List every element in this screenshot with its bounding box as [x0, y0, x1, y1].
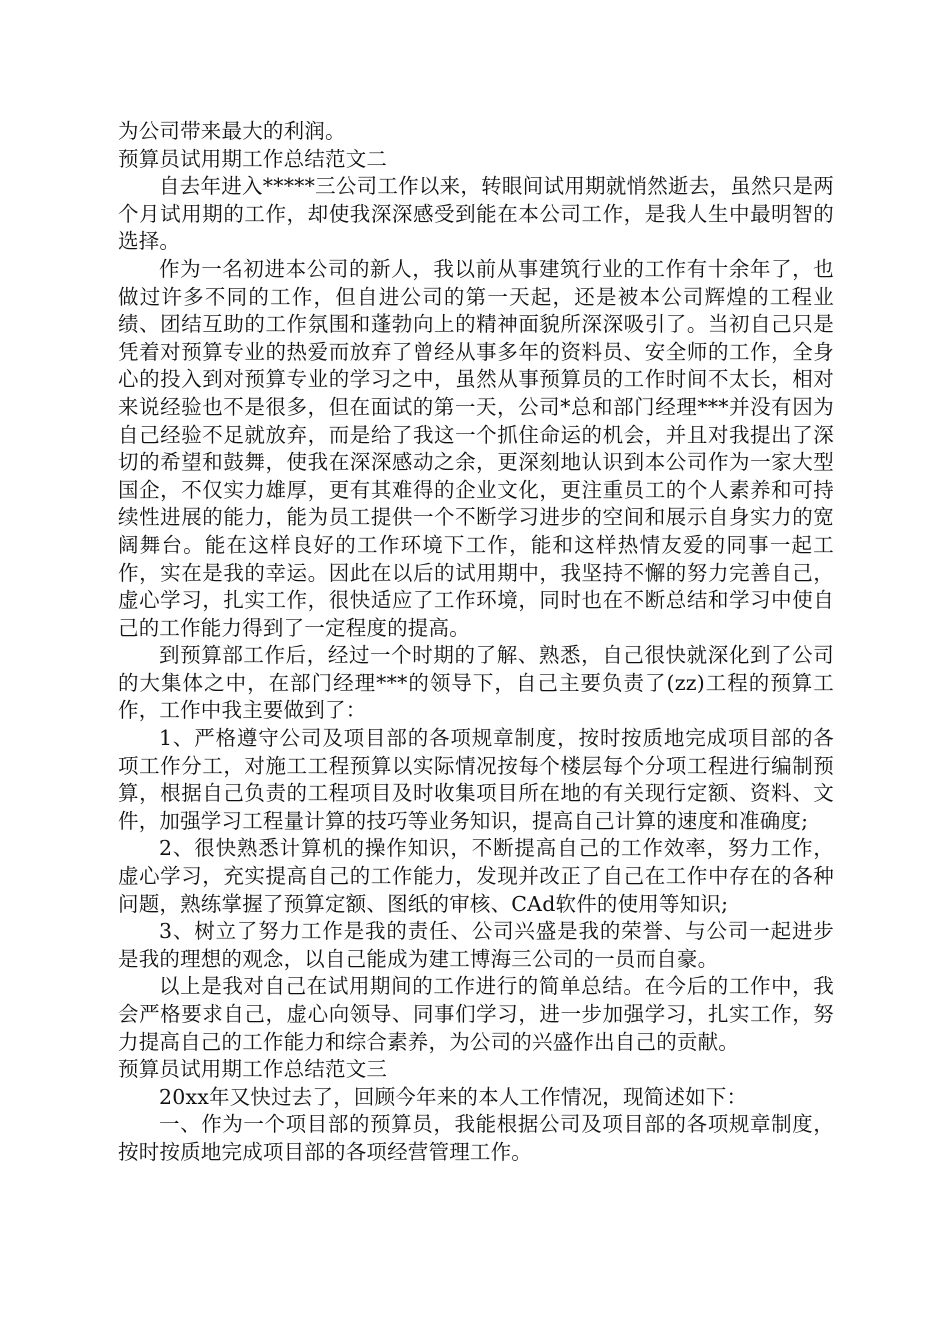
- document-body: [118, 118, 834, 1167]
- paragraph: 到预算部工作后，经过一个时期的了解、熟悉，自己很快就深化到了公司的大集体之中，在部门经理***的领导下，自己主要负责了(zz)工程的预算工作，工作中我主要做到了：: [118, 643, 834, 723]
- list-item: 3、树立了努力工作是我的责任、公司兴盛是我的荣誉、与公司一起进步是我的理想的观念，以自己能成为建工博海三公司的一员而自豪。: [118, 919, 834, 971]
- paragraph: 为公司带来最大的利润。: [118, 119, 346, 143]
- paragraph: 一、作为一个项目部的预算员，我能根据公司及项目部的各项规章制度，按时按质地完成项目部的各项经营管理工作。: [118, 1112, 834, 1164]
- paragraph: 以上是我对自己在试用期间的工作进行的简单总结。在今后的工作中，我会严格要求自己，虚心向领导、同事们学习，进一步加强学习，扎实工作，努力提高自己的工作能力和综合素养，为公司的兴盛作出自己的贡献。: [118, 974, 834, 1054]
- list-item: 2、很快熟悉计算机的操作知识，不断提高自己的工作效率，努力工作，虚心学习，充实提高自己的工作能力，发现并改正了自己在工作中存在的各种问题，熟练掌握了预算定额、图纸的审核、CAd软件的使用等知识;: [118, 836, 834, 916]
- paragraph: 作为一名初进本公司的新人，我以前从事建筑行业的工作有十余年了，也做过许多不同的工作，但自进公司的第一天起，还是被本公司辉煌的工程业绩、团结互助的工作氛围和蓬勃向上的精神面貌所深深吸引了。当初自己只是凭着对预算专业的热爱而放弃了曾经从事多年的资料员、安全师的工作，全身心的投入到对预算专业的学习之中，虽然从事预算员的工作时间不太长，相对来说经验也不是很多，但在面试的第一天，公司*总和部门经理***并没有因为自己经验不足就放弃，而是给了我这一个抓住命运的机会，并且对我提出了深切的希望和鼓舞，使我在深深感动之余，更深刻地认识到本公司作为一家大型国企，不仅实力雄厚，更有其难得的企业文化，更注重员工的个人素养和可持续性进展的能力，能为员工提供一个不断学习进步的空间和展示自身实力的宽阔舞台。能在这样良好的工作环境下工作，能和这样热情友爱的同事一起工作，实在是我的幸运。因此在以后的试用期中，我坚持不懈的努力完善自己，虚心学习，扎实工作，很快适应了工作环境，同时也在不断总结和学习中使自己的工作能力得到了一定程度的提高。: [118, 256, 834, 640]
- paragraph: 20xx年又快过去了，回顾今年来的本人工作情况，现简述如下：: [159, 1084, 748, 1109]
- list-item: 1、严格遵守公司及项目部的各项规章制度，按时按质地完成项目部的各项工作分工，对施工工程预算以实际情况按每个楼层每个分项工程进行编制预算，根据自己负责的工程项目及时收集项目所在地的有关现行定额、资料、文件，加强学习工程量计算的技巧等业务知识，提高自己计算的速度和准确度;: [118, 726, 834, 833]
- section-heading: 预算员试用期工作总结范文三: [118, 1057, 388, 1082]
- section-heading: 预算员试用期工作总结范文二: [118, 146, 388, 171]
- paragraph: 自去年进入*****三公司工作以来，转眼间试用期就悄然逝去，虽然只是两个月试用期的工作，却使我深深感受到能在本公司工作，是我人生中最明智的选择。: [118, 174, 834, 254]
